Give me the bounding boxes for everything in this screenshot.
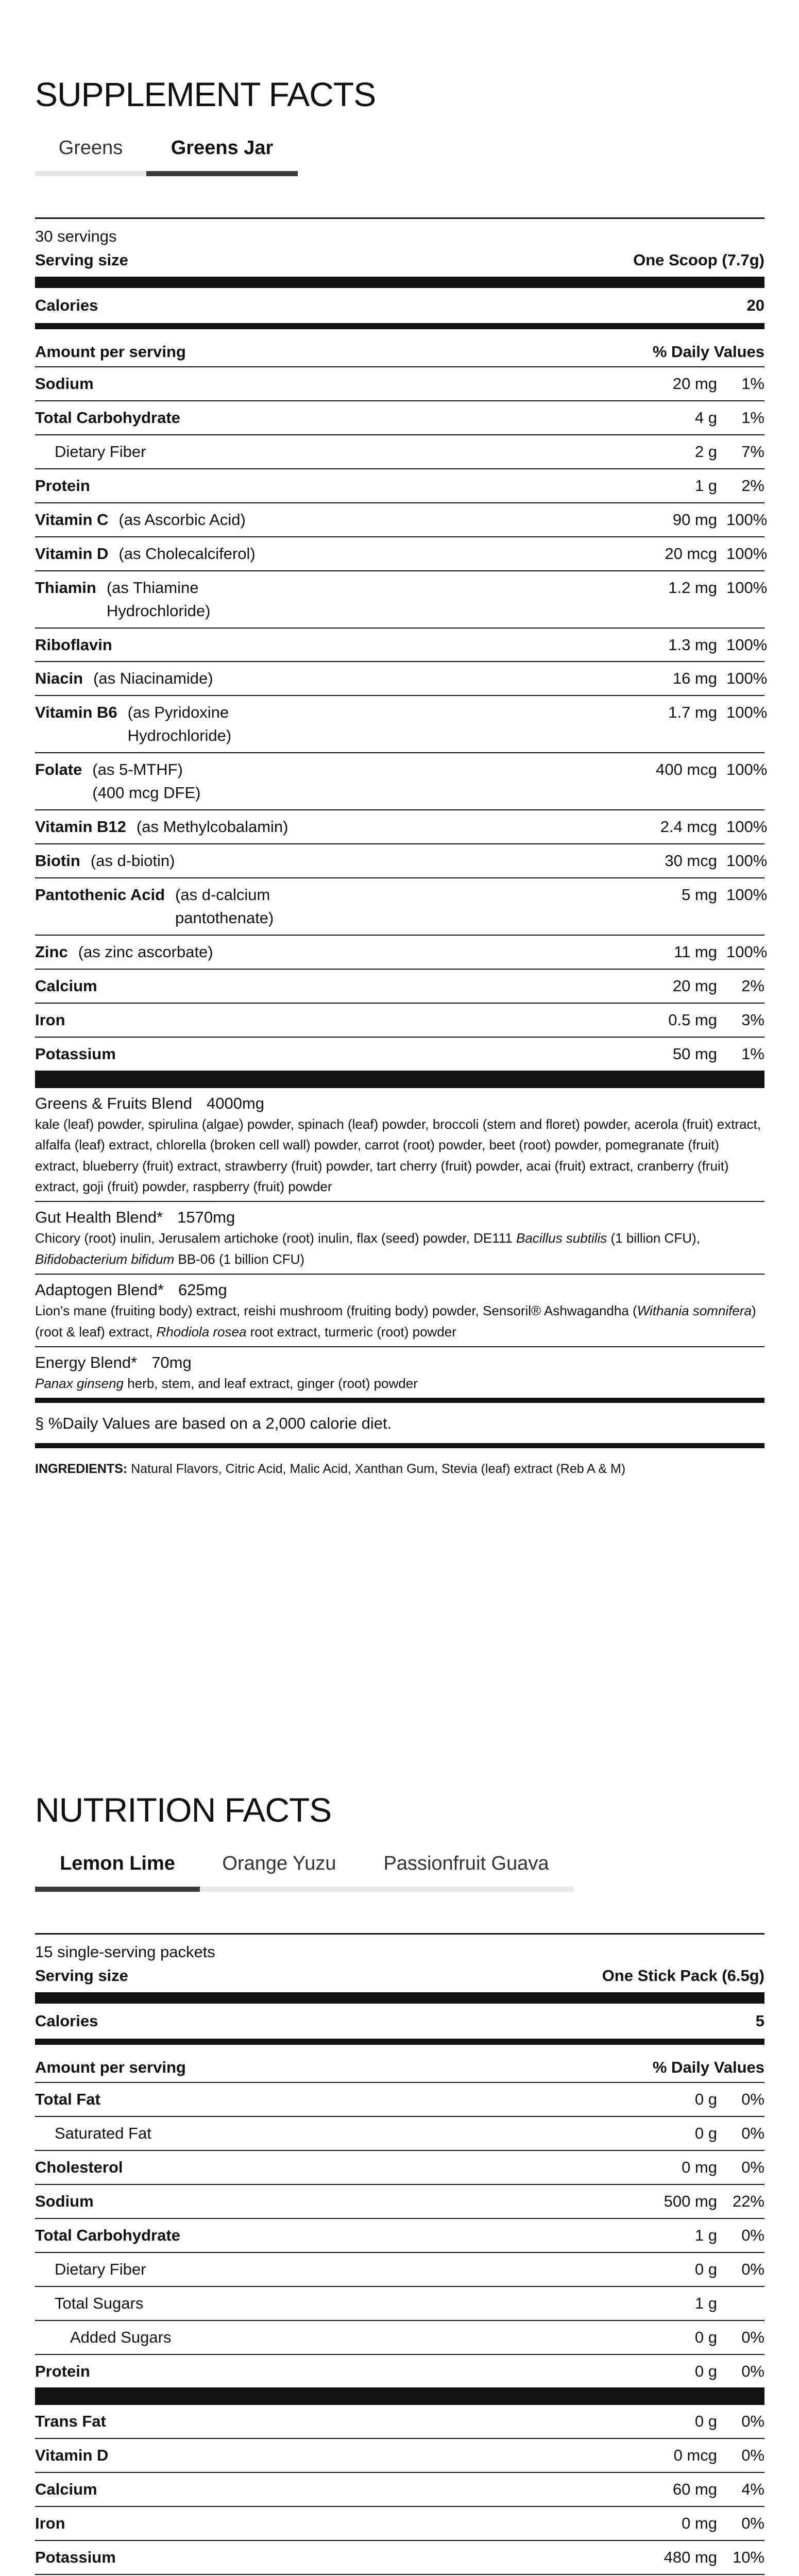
nutrient-daily-value: 100% <box>726 510 768 529</box>
nutrient-row-niacin <box>35 662 768 696</box>
nutrition-nutrient-list-top <box>35 2083 764 2387</box>
tab-greens[interactable] <box>35 138 146 176</box>
nutrient-name: Zinc <box>35 942 68 961</box>
nutrient-amount: 0 g <box>694 2260 717 2278</box>
nutrient-label-group <box>35 2156 123 2179</box>
nutrient-values <box>673 372 764 396</box>
nutrient-label-group <box>35 474 90 498</box>
nutrient-row-trans-fat <box>35 2405 764 2439</box>
nutrient-name: Iron <box>35 1010 65 1029</box>
nutrient-source-line: Hydrochloride) <box>106 601 211 620</box>
medium-rule <box>35 1398 764 1403</box>
nutrition-tabs <box>35 1854 764 1892</box>
nutrient-row-dietary-fiber <box>35 2253 764 2287</box>
tab-label: Orange Yuzu <box>222 1853 336 1874</box>
nutrient-row-pantothenic-acid <box>35 878 768 936</box>
nutrient-daily-value: 1% <box>741 408 764 427</box>
blend-gut-health-blend <box>35 1202 764 1275</box>
blend-greens-fruits-blend <box>35 1088 764 1202</box>
nutrient-source-line: Hydrochloride) <box>127 726 232 745</box>
servings-row <box>35 219 764 248</box>
tab-underline <box>35 1887 200 1892</box>
nutrient-amount: 1.2 mg <box>668 578 717 597</box>
tab-passionfruit-guava[interactable] <box>359 1854 574 1892</box>
nutrient-source <box>91 850 175 873</box>
blend-header <box>35 1093 764 1114</box>
nutrient-amount: 0 g <box>694 2124 717 2142</box>
nutrient-label-group <box>35 2292 143 2315</box>
nutrient-name: Potassium <box>35 2548 116 2567</box>
nutrient-name: Vitamin B6 <box>35 703 117 722</box>
nutrient-amount: 0 g <box>694 2362 717 2380</box>
nutrient-amount: 16 mg <box>672 669 717 688</box>
nutrient-daily-value: 0% <box>741 2260 764 2278</box>
tab-orange-yuzu[interactable] <box>200 1854 359 1892</box>
nutrient-row-vitamin-c <box>35 503 768 537</box>
nutrient-daily-value: 100% <box>726 544 768 563</box>
nutrient-row-vitamin-b6 <box>35 696 768 753</box>
nutrient-values <box>656 758 768 782</box>
medium-rule <box>35 1443 764 1448</box>
nutrient-label-group <box>35 2122 151 2145</box>
nutrient-label-group <box>35 667 213 690</box>
nutrient-row-added-sugars <box>35 2321 764 2355</box>
nutrient-values <box>672 509 768 532</box>
tab-label: Greens Jar <box>171 137 274 159</box>
calories-value: 20 <box>746 296 764 314</box>
nutrient-label-group <box>35 2224 180 2247</box>
nutrient-row-riboflavin <box>35 629 768 663</box>
nutrient-name: Vitamin B12 <box>35 818 126 836</box>
nutrient-daily-value: 7% <box>741 442 764 461</box>
nutrient-amount: 11 mg <box>674 942 717 961</box>
daily-values-footnote: § %Daily Values are based on a 2,000 calorie diet. <box>35 1414 392 1433</box>
nutrient-daily-value: 100% <box>726 818 768 836</box>
calories-row <box>35 2004 764 2039</box>
nutrient-label-group <box>35 634 112 657</box>
nutrient-amount: 0 g <box>694 2328 717 2346</box>
nutrient-row-thiamin <box>35 571 768 629</box>
nutrient-name: Niacin <box>35 669 83 688</box>
amount-per-serving: Amount per serving <box>35 343 186 361</box>
nutrient-source-line: (as d-biotin) <box>90 852 175 870</box>
serving-size-value: One Scoop (7.7g) <box>633 251 764 269</box>
nutrient-label-group <box>35 2512 65 2535</box>
nutrient-values <box>682 884 768 907</box>
nutrient-name: Vitamin D <box>35 544 109 563</box>
nutrient-values <box>695 2224 764 2247</box>
nutrient-daily-value: 100% <box>726 942 768 961</box>
nutrient-amount: 20 mcg <box>665 544 717 563</box>
nutrient-name: Dietary Fiber <box>55 2260 146 2278</box>
amount-header-row <box>35 329 764 367</box>
nutrient-amount: 1 g <box>694 2294 717 2312</box>
nutrient-source-line: pantothenate) <box>175 908 274 927</box>
amount-header-row <box>35 2045 764 2083</box>
nutrient-daily-value: 100% <box>726 886 768 904</box>
nutrient-values <box>665 850 768 873</box>
nutrient-label-group <box>35 2088 100 2111</box>
nutrient-values <box>695 2360 764 2383</box>
nutrient-amount: 60 mg <box>672 2480 717 2499</box>
ingredients-text: Natural Flavors, Citric Acid, Malic Acid, Xanthan Gum, Stevia (leaf) extract (Reb A & M) <box>131 1462 626 1477</box>
nutrient-source-line: (as 5-MTHF) <box>92 760 183 779</box>
nutrient-source-line: (as Ascorbic Acid) <box>118 510 246 529</box>
nutrient-daily-value: 100% <box>726 635 768 654</box>
nutrient-name: Added Sugars <box>70 2328 172 2346</box>
nutrient-daily-value: 100% <box>726 669 768 688</box>
nutrient-values <box>695 2088 764 2111</box>
nutrient-row-sodium <box>35 2185 764 2219</box>
nutrient-label-group <box>35 543 256 566</box>
blend-name: Greens & Fruits Blend <box>35 1094 192 1112</box>
nutrient-source-line: (400 mcg DFE) <box>92 784 201 802</box>
nutrient-amount: 480 mg <box>664 2548 717 2567</box>
nutrient-source-line: (as Pyridoxine <box>127 703 229 722</box>
nutrient-label-group <box>35 2410 106 2433</box>
nutrient-values <box>673 1043 764 1066</box>
tab-underline <box>35 171 146 176</box>
nutrient-label-group <box>35 2258 146 2281</box>
nutrient-source <box>175 884 274 930</box>
blend-energy-blend <box>35 1347 764 1398</box>
calories-label: Calories <box>35 296 98 314</box>
nutrient-name: Saturated Fat <box>55 2124 151 2142</box>
tab-lemon-lime[interactable] <box>35 1854 200 1892</box>
nutrient-values <box>682 2156 764 2179</box>
nutrient-name: Calcium <box>35 976 97 995</box>
nutrient-name: Thiamin <box>35 578 96 597</box>
thick-rule <box>35 1992 764 2004</box>
nutrient-amount: 50 mg <box>672 1044 717 1063</box>
nutrient-values <box>695 440 764 464</box>
nutrient-values <box>695 2326 764 2349</box>
nutrient-amount: 2 g <box>694 442 717 461</box>
blend-ingredients: kale (leaf) powder, spirulina (algae) powder, spinach (leaf) powder, broccoli (stem and floret) powder, acerola (fruit) extract, alfalfa (leaf) extract, chlorella (broken cell wall) powder, carrot (root) powder, beet (root) powder, pomegranate (fruit) extract, blueberry (fruit) extract, strawberry (fruit) powder, tart cherry (fruit) powder, acai (fruit) extract, cranberry (fruit) extract, goji (fruit) powder, raspberry (fruit) powder <box>35 1116 761 1194</box>
blend-name: Energy Blend* <box>35 1353 138 1371</box>
nutrient-row-protein <box>35 2355 764 2388</box>
servings-row <box>35 1935 764 1963</box>
tab-label: Lemon Lime <box>60 1853 175 1874</box>
supplement-blend-list <box>35 1088 764 1398</box>
nutrient-daily-value: 2% <box>741 976 764 995</box>
nutrient-name: Potassium <box>35 1044 116 1063</box>
daily-values-header: % Daily Values <box>652 2058 764 2076</box>
nutrient-name: Iron <box>35 2514 65 2533</box>
supplement-tabs <box>35 138 764 176</box>
nutrition-nutrient-list-bottom <box>35 2405 764 2576</box>
nutrition-facts-title: NUTRITION FACTS <box>35 1791 332 1829</box>
blend-header <box>35 1207 764 1228</box>
nutrient-daily-value: 10% <box>732 2548 764 2567</box>
nutrient-daily-value: 0% <box>741 2446 764 2465</box>
nutrient-daily-value: 100% <box>726 760 768 779</box>
nutrient-label-group <box>35 372 94 396</box>
nutrient-row-vitamin-b12 <box>35 810 768 844</box>
blend-header <box>35 1352 764 1373</box>
tab-underline <box>200 1887 359 1892</box>
medium-rule <box>35 323 764 329</box>
nutrient-amount: 0 mg <box>682 2514 717 2533</box>
blend-amount: 1570mg <box>177 1208 235 1227</box>
nutrient-source-line: (as Cholecalciferol) <box>118 544 256 563</box>
serving-size-row <box>35 1963 764 1992</box>
amount-per-serving: Amount per serving <box>35 2058 186 2076</box>
nutrient-row-total-sugars <box>35 2287 764 2321</box>
thick-rule <box>35 1071 764 1088</box>
nutrient-daily-value: 22% <box>732 2192 764 2210</box>
nutrient-values <box>664 2190 764 2213</box>
calories-label: Calories <box>35 2012 98 2030</box>
nutrient-values <box>668 1009 764 1032</box>
blend-amount: 4000mg <box>206 1094 264 1112</box>
nutrient-daily-value: 0% <box>741 2090 764 2108</box>
nutrient-values <box>695 474 764 498</box>
nutrient-row-cholesterol <box>35 2151 764 2185</box>
nutrient-amount: 20 mg <box>672 976 717 995</box>
nutrient-row-iron <box>35 1004 764 1038</box>
nutrient-row-zinc <box>35 936 768 970</box>
nutrient-name: Total Carbohydrate <box>35 2226 180 2244</box>
nutrient-daily-value: 0% <box>741 2362 764 2380</box>
supplement-ingredients <box>35 1448 764 1483</box>
tab-greens-jar[interactable] <box>146 138 298 176</box>
nutrient-amount: 0 mcg <box>673 2446 717 2465</box>
nutrient-amount: 5 mg <box>682 886 717 904</box>
nutrient-values <box>695 2122 764 2145</box>
nutrient-values <box>660 816 768 839</box>
nutrient-amount: 500 mg <box>664 2192 717 2210</box>
nutrient-daily-value: 100% <box>726 578 768 597</box>
tab-underline <box>146 171 298 176</box>
nutrient-values <box>682 2512 764 2535</box>
nutrient-values <box>668 701 768 724</box>
nutrient-source <box>118 543 255 566</box>
blend-header <box>35 1280 764 1300</box>
nutrient-amount: 1.7 mg <box>668 703 717 722</box>
blend-adaptogen-blend <box>35 1275 764 1347</box>
nutrient-name: Vitamin D <box>35 2446 109 2465</box>
nutrient-name: Calcium <box>35 2480 97 2499</box>
nutrient-source-line: (as Thiamine <box>106 578 199 597</box>
nutrient-row-iron <box>35 2507 764 2541</box>
nutrient-label-group <box>35 2326 171 2349</box>
nutrient-amount: 0.5 mg <box>668 1010 717 1029</box>
nutrient-source <box>128 701 232 748</box>
nutrient-name: Folate <box>35 760 82 779</box>
blend-amount: 70mg <box>151 1353 192 1371</box>
nutrient-amount: 2.4 mcg <box>660 818 717 836</box>
nutrient-label-group <box>35 884 274 930</box>
nutrient-label-group <box>35 2360 90 2383</box>
nutrient-row-vitamin-d <box>35 537 768 571</box>
nutrient-name: Riboflavin <box>35 635 112 654</box>
nutrient-row-calcium <box>35 970 764 1004</box>
medium-rule <box>35 2039 764 2045</box>
nutrient-name: Pantothenic Acid <box>35 886 165 904</box>
nutrient-amount: 4 g <box>694 408 717 427</box>
calories-value: 5 <box>755 2012 764 2030</box>
nutrient-row-folate <box>35 753 768 810</box>
thick-rule <box>35 277 764 288</box>
serving-size-label: Serving size <box>35 1967 128 1985</box>
nutrient-daily-value: 0% <box>741 2328 764 2346</box>
nutrient-name: Sodium <box>35 375 94 393</box>
nutrient-amount: 0 mg <box>682 2158 717 2176</box>
nutrient-values <box>665 543 768 566</box>
nutrient-daily-value: 100% <box>726 703 768 722</box>
nutrient-daily-value: 0% <box>741 2514 764 2533</box>
nutrient-row-total-carbohydrate <box>35 401 764 435</box>
nutrient-label-group <box>35 975 97 998</box>
supplement-facts-title: SUPPLEMENT FACTS <box>35 75 376 113</box>
nutrient-values <box>674 941 768 964</box>
nutrient-row-calcium <box>35 2473 764 2507</box>
nutrient-label-group <box>35 1009 65 1032</box>
thick-rule <box>35 2387 764 2405</box>
nutrient-label-group <box>35 509 246 532</box>
nutrient-daily-value: 3% <box>741 1010 764 1029</box>
nutrient-label-group <box>35 2546 116 2569</box>
nutrient-row-biotin <box>35 844 768 878</box>
nutrient-daily-value: 4% <box>741 2480 764 2499</box>
nutrient-row-total-fat <box>35 2083 764 2117</box>
calories-row <box>35 288 764 323</box>
nutrient-name: Total Fat <box>35 2090 100 2108</box>
nutrient-daily-value: 0% <box>741 2226 764 2244</box>
tab-underline <box>359 1887 574 1892</box>
nutrient-amount: 20 mg <box>672 375 717 393</box>
nutrition-facts-section <box>35 1793 764 2576</box>
blend-ingredients: Lion's mane (fruiting body) extract, reishi mushroom (fruiting body) powder, Sensoril® Ashwagandha (Withania somnifera) (root & leaf) extract, Rhodiola rosea root extract, turmeric (root) powder <box>35 1303 756 1340</box>
nutrient-source-line: (as Niacinamide) <box>93 669 213 688</box>
nutrient-label-group <box>35 758 200 805</box>
nutrient-amount: 1 g <box>694 476 717 495</box>
nutrient-daily-value: 0% <box>741 2158 764 2176</box>
nutrient-row-vitamin-d <box>35 2439 764 2473</box>
nutrient-source <box>107 577 211 623</box>
supplement-facts-panel <box>35 217 768 1483</box>
nutrient-values <box>668 577 768 600</box>
blend-amount: 625mg <box>178 1281 227 1299</box>
nutrient-name: Vitamin C <box>35 510 109 529</box>
nutrient-daily-value: 1% <box>741 375 764 393</box>
nutrient-label-group <box>35 850 175 873</box>
nutrient-values <box>695 406 764 430</box>
nutrient-name: Protein <box>35 2362 90 2380</box>
nutrient-daily-value: 1% <box>741 1044 764 1063</box>
ingredients-label: INGREDIENTS: <box>35 1462 128 1477</box>
nutrient-name: Sodium <box>35 2192 94 2210</box>
supplement-facts-section <box>35 75 768 1483</box>
nutrient-label-group <box>35 577 210 623</box>
nutrient-source-line: (as zinc ascorbate) <box>78 942 213 961</box>
nutrient-name: Dietary Fiber <box>55 442 146 461</box>
nutrient-source <box>118 509 245 532</box>
nutrient-daily-value: 0% <box>741 2412 764 2431</box>
nutrient-name: Total Carbohydrate <box>35 408 180 427</box>
nutrient-row-potassium <box>35 1038 764 1071</box>
nutrient-source <box>92 758 200 805</box>
nutrient-label-group <box>35 701 231 748</box>
nutrient-values <box>695 2258 764 2281</box>
nutrient-row-sodium <box>35 367 764 401</box>
nutrient-label-group <box>35 2190 94 2213</box>
serving-size-row <box>35 248 764 277</box>
nutrient-row-dietary-fiber <box>35 435 764 469</box>
serving-size-value: One Stick Pack (6.5g) <box>602 1967 764 1985</box>
nutrient-label-group <box>35 941 213 964</box>
nutrient-amount: 0 g <box>694 2090 717 2108</box>
nutrient-label-group <box>35 1043 116 1066</box>
nutrient-values <box>664 2546 764 2569</box>
nutrient-name: Total Sugars <box>55 2294 144 2312</box>
nutrient-values <box>672 667 768 690</box>
nutrient-label-group <box>35 406 180 430</box>
nutrient-amount: 1 g <box>694 2226 717 2244</box>
supplement-nutrient-list <box>35 367 768 1071</box>
nutrient-name: Cholesterol <box>35 2158 123 2176</box>
nutrient-source-line: (as d-calcium <box>175 886 270 904</box>
nutrient-name: Trans Fat <box>35 2412 106 2431</box>
nutrient-amount: 90 mg <box>672 510 717 529</box>
nutrient-amount: 1.3 mg <box>668 635 717 654</box>
blend-name: Adaptogen Blend* <box>35 1281 164 1299</box>
nutrient-name: Protein <box>35 476 90 495</box>
servings-count: 30 servings <box>35 227 117 245</box>
nutrient-amount: 0 g <box>694 2412 717 2431</box>
serving-size-label: Serving size <box>35 251 128 269</box>
nutrient-label-group <box>35 816 288 839</box>
servings-count: 15 single-serving packets <box>35 1943 215 1961</box>
nutrition-facts-panel <box>35 1933 764 2576</box>
nutrient-values <box>668 634 768 657</box>
nutrient-amount: 30 mcg <box>665 852 717 870</box>
nutrient-label-group <box>35 440 146 464</box>
blend-ingredients: Chicory (root) inulin, Jerusalem artichoke (root) inulin, flax (seed) powder, DE111 Bacillus subtilis (1 billion CFU), Bifidobacterium bifidum BB-06 (1 billion CFU) <box>35 1230 700 1267</box>
nutrient-amount: 400 mcg <box>656 760 717 779</box>
nutrient-row-total-carbohydrate <box>35 2219 764 2253</box>
nutrient-label-group <box>35 2444 108 2467</box>
nutrient-source <box>137 816 288 839</box>
nutrient-values <box>695 2410 764 2433</box>
nutrient-daily-value: 100% <box>726 852 768 870</box>
nutrient-row-potassium <box>35 2541 764 2575</box>
nutrient-row-saturated-fat <box>35 2117 764 2151</box>
blend-name: Gut Health Blend* <box>35 1208 163 1227</box>
tab-label: Greens <box>58 137 123 159</box>
tab-label: Passionfruit Guava <box>383 1853 549 1874</box>
nutrient-daily-value: 0% <box>741 2124 764 2142</box>
nutrient-values <box>673 2478 764 2501</box>
nutrient-source-line: (as Methylcobalamin) <box>136 818 288 836</box>
nutrient-name: Biotin <box>35 852 80 870</box>
nutrient-source <box>78 941 213 964</box>
nutrient-values <box>674 2444 764 2467</box>
nutrient-source <box>93 667 213 690</box>
nutrient-values <box>695 2292 764 2315</box>
nutrient-values <box>673 975 764 998</box>
daily-values-header: % Daily Values <box>652 343 764 361</box>
nutrient-label-group <box>35 2478 97 2501</box>
nutrient-row-protein <box>35 469 764 503</box>
nutrient-daily-value: 2% <box>741 476 764 495</box>
blend-ingredients: Panax ginseng herb, stem, and leaf extract, ginger (root) powder <box>35 1376 418 1392</box>
